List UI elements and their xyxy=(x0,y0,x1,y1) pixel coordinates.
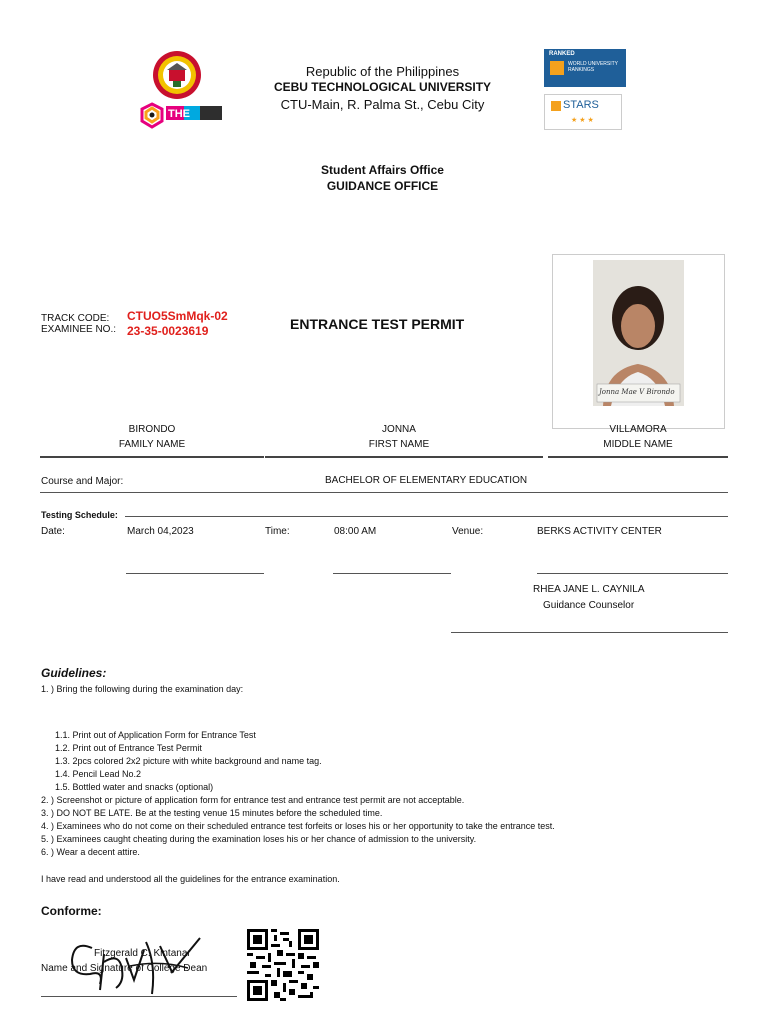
guidelines-ack: I have read and understood all the guidelines for the entrance examination. xyxy=(41,874,340,884)
first-name-value: JONNA xyxy=(382,424,416,435)
course-divider xyxy=(40,492,728,493)
first-name-label: FIRST NAME xyxy=(368,439,430,450)
list-item: 5. ) Examinees caught cheating during the examination loses his or her chance of admission to the university. xyxy=(41,834,477,844)
qs-rankings-badge xyxy=(544,49,626,87)
counselor-title: Guidance Counselor xyxy=(543,600,635,611)
family-name-value: BIRONDO xyxy=(128,424,176,435)
course-value: BACHELOR OF ELEMENTARY EDUCATION xyxy=(325,475,528,486)
permit-title: ENTRANCE TEST PERMIT xyxy=(290,316,465,332)
name-divider xyxy=(548,456,728,458)
university-seal xyxy=(152,50,202,100)
qs-stars-text: STARS xyxy=(563,99,599,111)
track-code-value: CTUO5SmMqk-02 xyxy=(127,309,228,323)
guidelines-rules xyxy=(41,794,555,859)
examinee-no-label: EXAMINEE NO.: xyxy=(41,324,117,335)
examinee-photo xyxy=(593,260,684,406)
the-impact-rankings-logo xyxy=(140,102,226,134)
the-logo-text: THE xyxy=(168,108,190,120)
list-item: 1.4. Pencil Lead No.2 xyxy=(55,769,142,779)
counselor-line xyxy=(451,632,728,633)
venue-value: BERKS ACTIVITY CENTER xyxy=(537,526,662,537)
header-university: CEBU TECHNOLOGICAL UNIVERSITY xyxy=(273,80,492,94)
dean-name: Fitzgerald C. Kintanar xyxy=(94,948,191,959)
time-label: Time: xyxy=(265,526,290,537)
middle-name-label: MIDDLE NAME xyxy=(603,439,673,450)
list-item: 1.1. Print out of Application Form for Entrance Test xyxy=(55,730,256,740)
office-line2: GUIDANCE OFFICE xyxy=(326,179,439,193)
photo-frame xyxy=(552,254,725,429)
family-name-label: FAMILY NAME xyxy=(118,439,186,450)
track-code-label: TRACK CODE: xyxy=(41,313,110,324)
signature-line xyxy=(126,573,264,574)
list-item: 4. ) Examinees who do not come on their scheduled entrance test forfeits or loses his or her opportunity to take the entrance test. xyxy=(41,821,555,831)
dean-signature-line xyxy=(41,996,237,997)
examinee-no-value: 23-35-0023619 xyxy=(127,324,209,338)
qs-stars-badge: STARS ★ ★ ★ xyxy=(544,94,622,130)
photo-name-tag: Jonna Mae V Birondo xyxy=(599,388,675,396)
name-divider xyxy=(265,456,543,458)
time-value: 08:00 AM xyxy=(334,526,377,537)
date-label: Date: xyxy=(41,526,65,537)
venue-label: Venue: xyxy=(452,526,484,537)
conforme-heading: Conforme: xyxy=(41,904,102,918)
guidelines-intro: 1. ) Bring the following during the examination day: xyxy=(41,684,244,694)
list-item: 1.5. Bottled water and snacks (optional) xyxy=(55,782,214,792)
middle-name-value: VILLAMORA xyxy=(609,424,667,435)
list-item: 3. ) DO NOT BE LATE. Be at the testing venue 15 minutes before the scheduled time. xyxy=(41,808,383,818)
qs-rankings-text: WORLD UNIVERSITY RANKINGS xyxy=(568,61,618,73)
guidelines-heading: Guidelines: xyxy=(41,666,107,680)
date-value: March 04,2023 xyxy=(127,526,194,537)
schedule-heading: Testing Schedule: xyxy=(41,510,118,520)
signature-line xyxy=(537,573,728,574)
qr-code xyxy=(247,929,319,1001)
name-divider xyxy=(40,456,264,458)
list-item: 1.2. Print out of Entrance Test Permit xyxy=(55,743,202,753)
office-line1: Student Affairs Office xyxy=(321,163,444,177)
signature-line xyxy=(333,573,451,574)
list-item: 6. ) Wear a decent attire. xyxy=(41,847,140,857)
signature xyxy=(60,930,210,1000)
course-label: Course and Major: xyxy=(41,476,124,487)
guidelines-sublist xyxy=(55,729,322,794)
schedule-divider xyxy=(125,516,728,517)
list-item: 2. ) Screenshot or picture of application form for entrance test and entrance test permit are not acceptable. xyxy=(41,795,465,805)
counselor-name: RHEA JANE L. CAYNILA xyxy=(533,584,645,595)
header-republic: Republic of the Philippines xyxy=(305,64,460,79)
qs-ranked-text: RANKED xyxy=(549,51,575,57)
list-item: 1.3. 2pcs colored 2x2 picture with white background and name tag. xyxy=(55,756,322,766)
dean-label: Name and Signature of College Dean xyxy=(41,963,208,974)
header-address: CTU-Main, R. Palma St., Cebu City xyxy=(280,97,485,112)
